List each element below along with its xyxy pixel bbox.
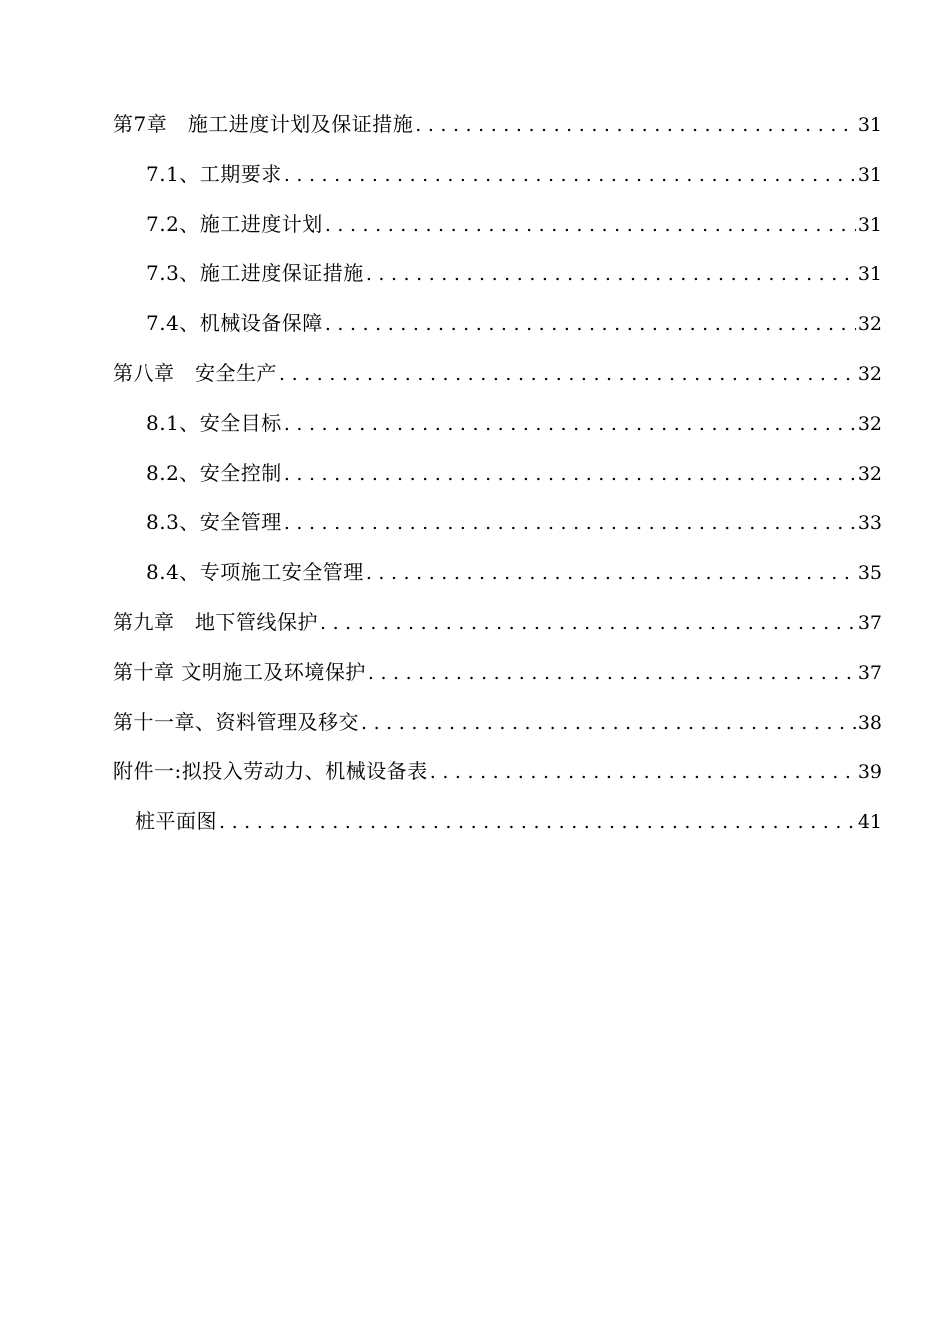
toc-dot-leader [366, 549, 856, 599]
toc-entry-page: 39 [857, 761, 882, 784]
toc-dot-leader [325, 201, 856, 251]
toc-entry-page: 37 [857, 611, 882, 634]
toc-entry-7-1[interactable] [113, 150, 882, 200]
toc-dot-leader [284, 400, 856, 450]
toc-dot-leader [368, 649, 856, 699]
toc-dot-leader [361, 699, 856, 749]
toc-entry-chapter-9[interactable] [113, 598, 882, 648]
toc-dot-leader [430, 748, 856, 798]
toc-entry-title: 桩平面图 [135, 809, 217, 834]
toc-dot-leader [415, 101, 856, 151]
toc-entry-title: 第7章 施工进度计划及保证措施 [113, 112, 414, 136]
toc-dot-leader [284, 499, 856, 549]
toc-entry-chapter-10[interactable] [113, 648, 882, 698]
toc-entry-page: 35 [857, 562, 882, 585]
toc-entry-title: 7.2、施工进度计划 [146, 211, 323, 236]
toc-entry-page: 31 [857, 213, 882, 236]
toc-entry-pile-plan[interactable] [113, 797, 882, 847]
toc-entry-page: 32 [857, 412, 882, 435]
toc-entry-chapter-11[interactable] [113, 698, 882, 748]
toc-entry-8-2[interactable] [113, 449, 882, 499]
toc-entry-page: 33 [857, 512, 882, 535]
toc-entry-title: 第十章 文明施工及环境保护 [113, 659, 366, 684]
toc-entry-8-3[interactable] [113, 498, 882, 548]
toc-entry-title: 8.3、安全管理 [146, 510, 282, 535]
toc-entry-page: 31 [857, 114, 882, 136]
toc-entry-title: 7.4、机械设备保障 [146, 311, 323, 336]
toc-entry-title: 7.3、施工进度保证措施 [146, 261, 364, 286]
toc-entry-title: 附件一:拟投入劳动力、机械设备表 [113, 759, 428, 784]
toc-entry-page: 32 [857, 362, 882, 385]
toc-dot-leader [279, 350, 856, 400]
toc-entry-title: 7.1、工期要求 [146, 161, 282, 186]
toc-entry-7-3[interactable] [113, 249, 882, 299]
toc-entry-page: 37 [857, 661, 882, 684]
toc-entry-title: 第十一章、资料管理及移交 [113, 709, 359, 734]
toc-entry-title: 8.1、安全目标 [146, 410, 282, 435]
toc-entry-page: 31 [857, 263, 882, 286]
toc-entry-page: 32 [857, 313, 882, 336]
toc-entry-title: 8.2、安全控制 [146, 460, 282, 485]
toc-entry-chapter-7[interactable] [113, 100, 882, 150]
toc-entry-page: 38 [857, 711, 882, 734]
toc-entry-page: 31 [857, 163, 882, 186]
toc-dot-leader [325, 300, 856, 350]
toc-dot-leader [284, 151, 856, 201]
toc-entry-page: 41 [857, 811, 882, 834]
toc-entry-title: 8.4、专项施工安全管理 [146, 560, 364, 585]
toc-entry-7-2[interactable] [113, 200, 882, 250]
toc-entry-8-1[interactable] [113, 399, 882, 449]
toc-dot-leader [284, 450, 856, 500]
toc-entry-chapter-8[interactable] [113, 349, 882, 399]
toc-dot-leader [366, 250, 856, 300]
toc-entry-page: 32 [857, 462, 882, 485]
toc-entry-title: 第八章 安全生产 [113, 360, 277, 385]
toc-dot-leader [219, 798, 856, 848]
toc-dot-leader [320, 599, 856, 649]
toc-entry-7-4[interactable] [113, 299, 882, 349]
toc-entry-8-4[interactable] [113, 548, 882, 598]
toc-entry-appendix-1[interactable] [113, 747, 882, 797]
table-of-contents [113, 100, 882, 847]
toc-entry-title: 第九章 地下管线保护 [113, 609, 318, 634]
